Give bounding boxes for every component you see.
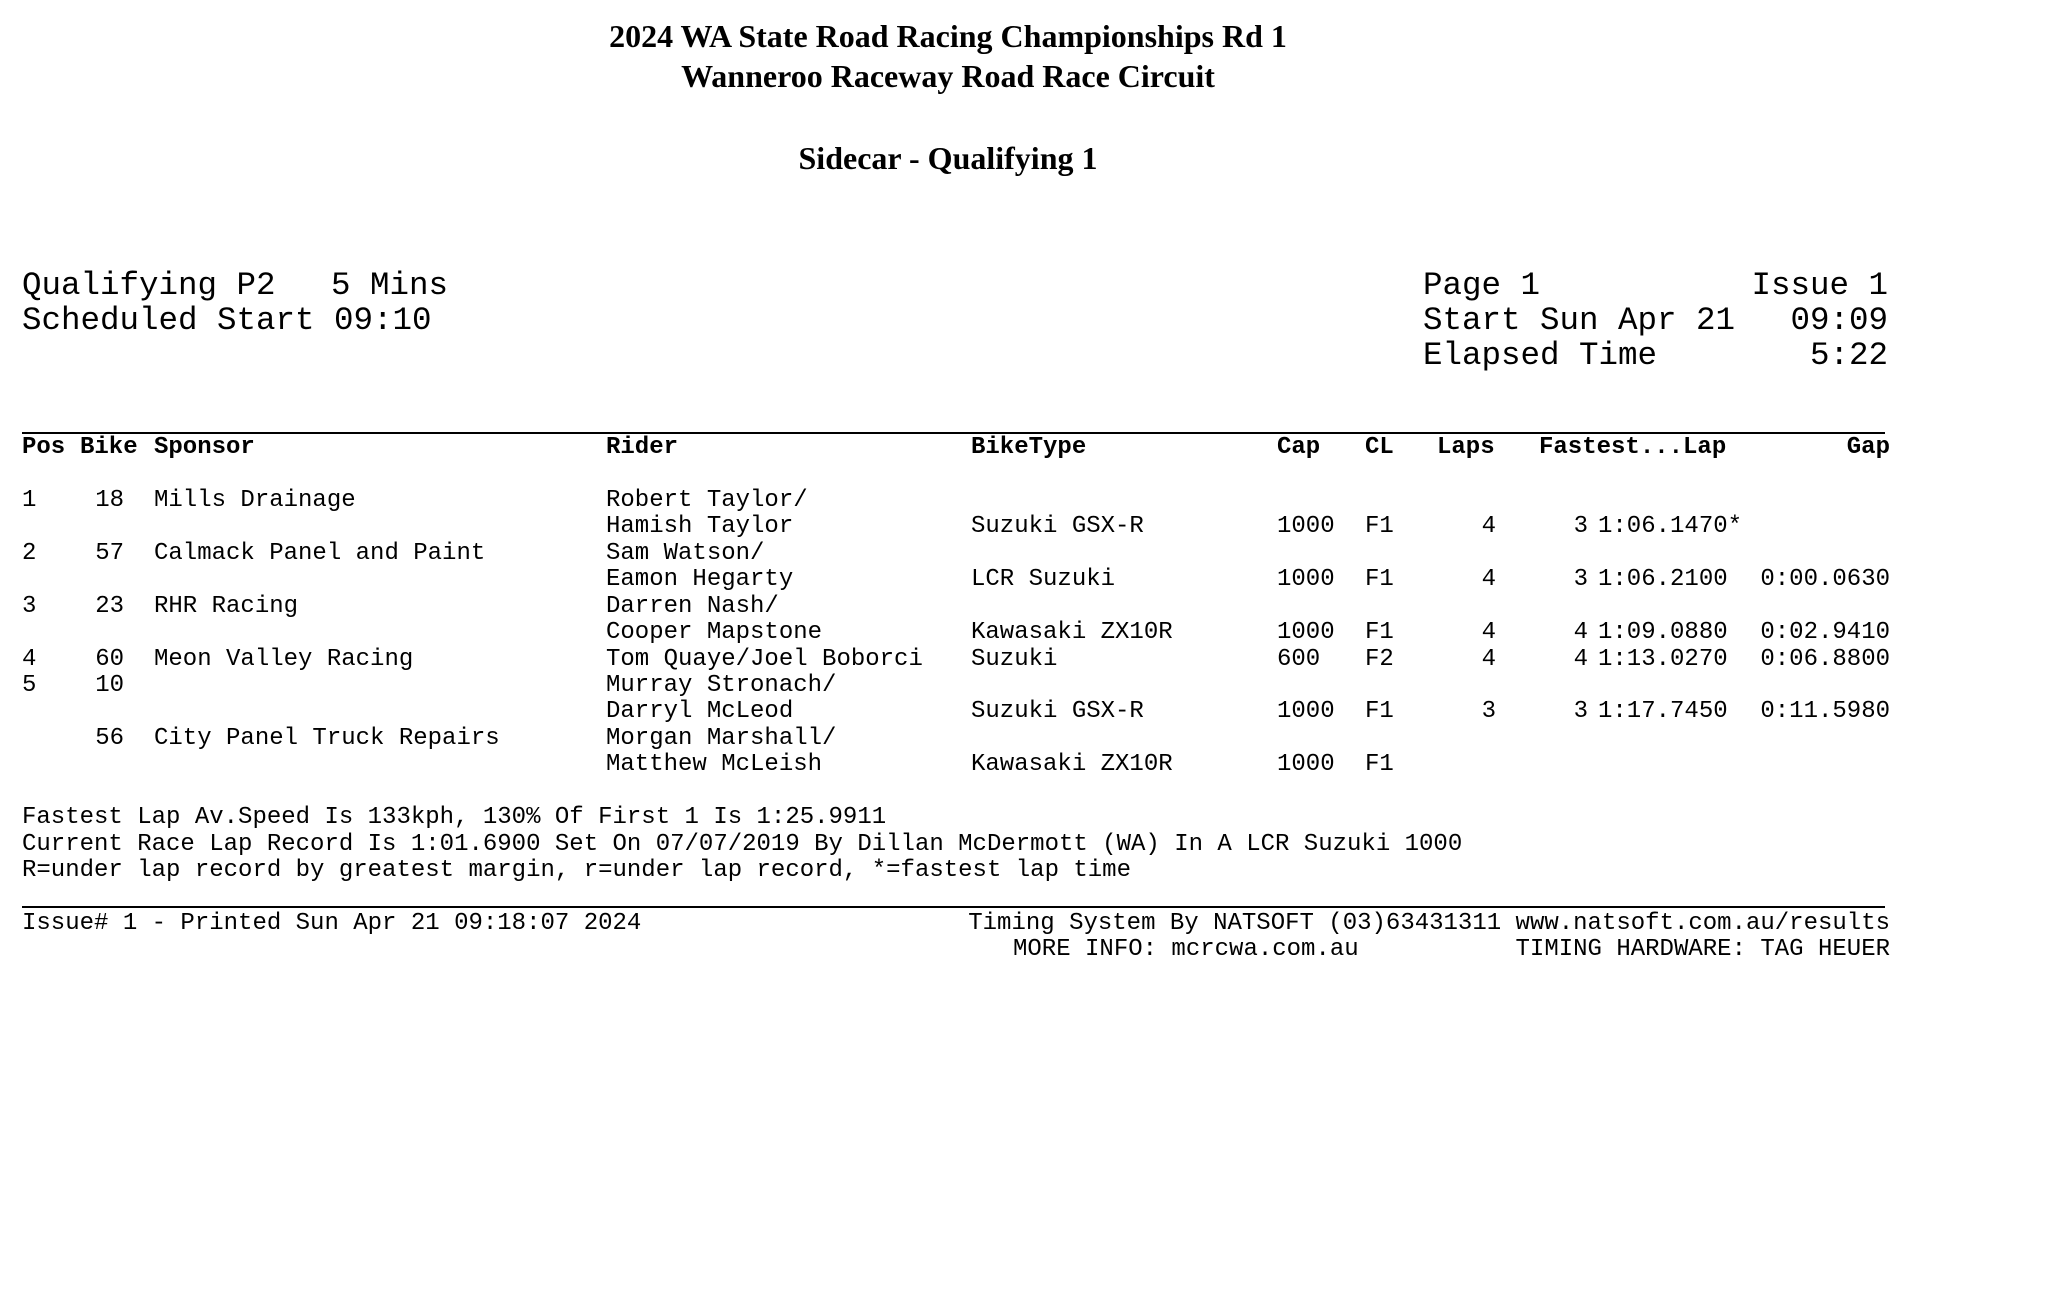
timing-system-credit: Timing System By NATSOFT (03)63431311 www.natsoft.com.au/results xyxy=(968,910,1890,937)
row-rider: Darren Nash/ xyxy=(606,593,779,620)
session-type: Qualifying P2 xyxy=(22,267,276,304)
row-laps: 4 xyxy=(1481,566,1496,593)
row-cap: 1000 xyxy=(1277,698,1335,725)
col-cl: CL xyxy=(1365,434,1394,461)
row-pos: 1 xyxy=(22,487,37,514)
page-number: Page 1 xyxy=(1423,267,1541,304)
row-bike: 18 xyxy=(95,487,124,514)
timing-hardware: TIMING HARDWARE: TAG HEUER xyxy=(1515,936,1890,963)
col-cap: Cap xyxy=(1277,434,1321,461)
row-laps: 4 xyxy=(1481,619,1496,646)
printed-timestamp: Issue# 1 - Printed Sun Apr 21 09:18:07 2024 xyxy=(22,910,642,937)
row-biketype: LCR Suzuki xyxy=(971,566,1116,593)
col-fastest-lap: Fastest...Lap xyxy=(1539,434,1727,461)
row-rider-2: Darryl McLeod xyxy=(606,698,794,725)
elapsed-time-label: Elapsed Time xyxy=(1423,337,1658,374)
row-class: F1 xyxy=(1365,751,1394,778)
row-bike: 60 xyxy=(95,646,124,673)
more-info: MORE INFO: mcrcwa.com.au xyxy=(1013,936,1359,963)
row-sponsor: City Panel Truck Repairs xyxy=(154,725,500,752)
row-rider: Tom Quaye/Joel Boborci xyxy=(606,646,923,673)
row-bike: 56 xyxy=(95,725,124,752)
row-bike: 23 xyxy=(95,593,124,620)
row-laps: 3 xyxy=(1481,698,1496,725)
row-gap: 0:02.9410 xyxy=(1760,619,1890,646)
issue-number: Issue 1 xyxy=(1751,267,1888,304)
row-cap: 1000 xyxy=(1277,751,1335,778)
row-fastest-lap-number: 4 xyxy=(1573,619,1588,646)
row-fastest-time: 1:06.1470* xyxy=(1598,513,1743,540)
session-title: Sidecar - Qualifying 1 xyxy=(798,140,1098,176)
scheduled-start-time: 09:10 xyxy=(334,302,432,339)
start-date-label: Start Sun Apr 21 xyxy=(1423,302,1736,339)
row-fastest-time: 1:06.2100 xyxy=(1598,566,1728,593)
row-fastest-time: 1:17.7450 xyxy=(1598,698,1728,725)
row-pos: 5 xyxy=(22,672,37,699)
row-class: F1 xyxy=(1365,619,1394,646)
row-class: F1 xyxy=(1365,566,1394,593)
row-pos: 4 xyxy=(22,646,37,673)
row-pos: 3 xyxy=(22,593,37,620)
session-duration: 5 Mins xyxy=(331,267,449,304)
row-rider-2: Hamish Taylor xyxy=(606,513,794,540)
col-rider: Rider xyxy=(606,434,679,461)
row-rider-2: Matthew McLeish xyxy=(606,751,823,778)
row-pos: 2 xyxy=(22,540,37,567)
col-laps: Laps xyxy=(1437,434,1495,461)
row-fastest-time: 1:09.0880 xyxy=(1598,619,1728,646)
row-class: F1 xyxy=(1365,698,1394,725)
row-fastest-lap-number: 4 xyxy=(1573,646,1588,673)
row-rider: Murray Stronach/ xyxy=(606,672,837,699)
col-sponsor: Sponsor xyxy=(154,434,255,461)
row-biketype: Kawasaki ZX10R xyxy=(971,619,1173,646)
col-biketype: BikeType xyxy=(971,434,1087,461)
row-class: F2 xyxy=(1365,646,1394,673)
row-laps: 4 xyxy=(1481,646,1496,673)
row-fastest-lap-number: 3 xyxy=(1573,566,1588,593)
row-sponsor: Mills Drainage xyxy=(154,487,356,514)
start-time: 09:09 xyxy=(1790,302,1888,339)
col-bike: Bike xyxy=(80,434,138,461)
row-cap: 1000 xyxy=(1277,513,1335,540)
row-bike: 57 xyxy=(95,540,124,567)
row-rider: Robert Taylor/ xyxy=(606,487,808,514)
fastest-lap-speed-note: Fastest Lap Av.Speed Is 133kph, 130% Of First 1 Is 1:25.9911 xyxy=(22,804,887,831)
row-class: F1 xyxy=(1365,513,1394,540)
row-rider: Sam Watson/ xyxy=(606,540,765,567)
col-pos: Pos xyxy=(22,434,66,461)
row-biketype: Suzuki GSX-R xyxy=(971,513,1144,540)
row-gap: 0:11.5980 xyxy=(1760,698,1890,725)
elapsed-time: 5:22 xyxy=(1809,337,1888,374)
row-sponsor: Calmack Panel and Paint xyxy=(154,540,486,567)
row-fastest-time: 1:13.0270 xyxy=(1598,646,1728,673)
row-biketype: Suzuki GSX-R xyxy=(971,698,1144,725)
lap-record-note: Current Race Lap Record Is 1:01.6900 Set On 07/07/2019 By Dillan McDermott (WA) In A LCR Suzuki 1000 xyxy=(22,831,1463,858)
footer-rule xyxy=(22,906,1885,908)
row-cap: 1000 xyxy=(1277,566,1335,593)
row-gap: 0:06.8800 xyxy=(1760,646,1890,673)
row-rider: Morgan Marshall/ xyxy=(606,725,837,752)
circuit-name: Wanneroo Raceway Road Race Circuit xyxy=(681,58,1215,94)
row-biketype: Kawasaki ZX10R xyxy=(971,751,1173,778)
row-bike: 10 xyxy=(95,672,124,699)
row-fastest-lap-number: 3 xyxy=(1573,513,1588,540)
report-title: 2024 WA State Road Racing Championships Rd 1 xyxy=(609,18,1287,54)
row-laps: 4 xyxy=(1481,513,1496,540)
row-fastest-lap-number: 3 xyxy=(1573,698,1588,725)
row-gap: 0:00.0630 xyxy=(1760,566,1890,593)
row-rider-2: Eamon Hegarty xyxy=(606,566,794,593)
col-gap: Gap xyxy=(1846,434,1890,461)
legend-note: R=under lap record by greatest margin, r=under lap record, *=fastest lap time xyxy=(22,857,1131,884)
row-sponsor: RHR Racing xyxy=(154,593,299,620)
row-biketype: Suzuki xyxy=(971,646,1058,673)
row-rider-2: Cooper Mapstone xyxy=(606,619,823,646)
row-cap: 600 xyxy=(1277,646,1321,673)
scheduled-start-label: Scheduled Start xyxy=(22,302,315,339)
row-cap: 1000 xyxy=(1277,619,1335,646)
row-sponsor: Meon Valley Racing xyxy=(154,646,414,673)
